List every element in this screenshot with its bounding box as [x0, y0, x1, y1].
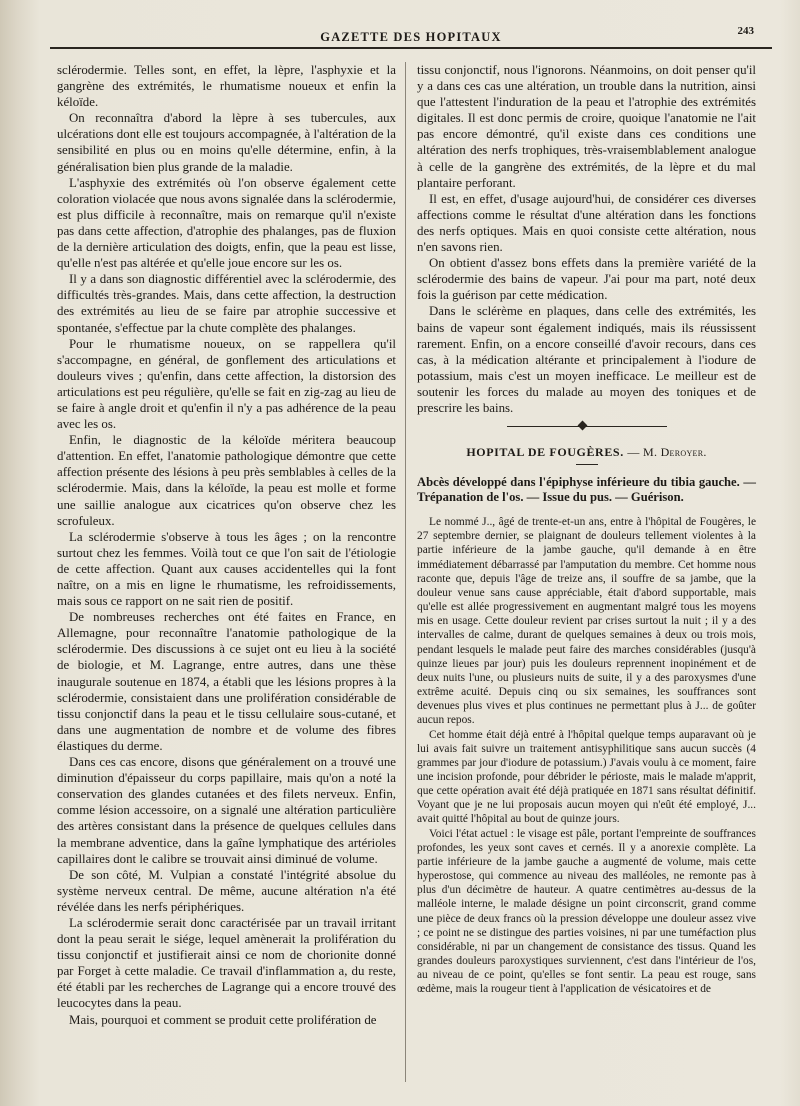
ornament-diamond — [577, 421, 587, 431]
paragraph: Pour le rhumatisme noueux, on se rappellera qu'il s'accompagne, en général, de gonflement des articulations et douleurs vives ; qu'enfin, dans cette affection, la distorsion des articulations est peu régulière, qu'elle se fait en zig-zag au lieu de se faire à angle droit et qu'enfin il n'y a pas adhérence de la peau avec les os. — [57, 336, 396, 432]
paragraph: On reconnaîtra d'abord la lèpre à ses tubercules, aux ulcérations dont elle est toujours accompagnée, à l'altération de la sensibilité en plus ou en moins qu'elle détermine, enfin, à la généralisation bien plus grande de la maladie. — [57, 111, 396, 174]
newspaper-title: GAZETTE DES HOPITAUX — [320, 30, 502, 44]
paragraph: De nombreuses recherches ont été faites en France, en Allemagne, pour reconnaître l'anatomie pathologique de la sclérodermie. Des discussions à ce sujet ont eu lieu à la société de biologie, et M. Lagrange, entre autres, dans une thèse inaugurale soutenue en 1874, a établi que les lésions propres à la sclérodermie, consistaient dans une prolifération considérable de tissu conjonctif dans la peau et le tissu cellulaire sous-cutané, et dans une augmentation de nombre et de volume des fibres élastiques du derme. — [57, 610, 396, 753]
paragraph: La sclérodermie s'observe à tous les âges ; on la rencontre surtout chez les femmes. Voilà tout ce que l'on sait de l'étiologie de cette affection. Quant aux causes accidentelles qui la font naître, on a mis en ligne le rhumatisme, les refroidissements, mais sous ce rapport on ne sait rien de positif. — [57, 529, 396, 609]
paragraph: Il y a dans son diagnostic différentiel avec la sclérodermie, des difficultés très-grandes. Mais, dans cette affection, la destruction des extrémités au lieu de se faire par atrophie successive et spontanée, s'effectue par la chute complète des phalanges. — [57, 272, 396, 335]
right-column — [417, 62, 756, 996]
page-header — [50, 20, 772, 50]
paragraph: tissu conjonctif, nous l'ignorons. Néanmoins, on doit penser qu'il y a dans ces cas une altération, un trouble dans la nutrition, ainsi que l'attestent l'induration de la peau et l'atrophie des extrémités digitales. Il est donc permis de croire, quoique l'anatomie ne l'ait pas encore démontré, qu'il existe dans ces conditions une altération des nerfs trophiques, très-vraisemblablement analogue à celle de la gangrène des extrémités, de la lèpre et du mal plantaire perforant. — [417, 63, 756, 190]
paragraph: On obtient d'assez bons effets dans la première variété de la sclérodermie des bains de vapeur. J'ai pour ma part, noté deux fois la guérison par cette médication. — [417, 256, 756, 303]
paragraph: Cet homme était déjà entré à l'hôpital quelque temps auparavant où je lui avais fait suivre un traitement antisyphilitique sans aucun succès (4 grammes par jour d'iodure de potassium.) J'avais voulu à ce moment, faire une incision profonde, pour débrider le périoste, mais le malade m'apprit, que cette opération avait été déjà pratiquée en 1871 sans résultat définitif. Voyant que je ne lui proposais aucun moyen qui n'eût été employé, J... avait quitté l'hôpital au bout de quinze jours. — [417, 728, 756, 826]
paragraph: Mais, pourquoi et comment se produit cette prolifération de — [69, 1012, 377, 1027]
section-ornament — [507, 422, 667, 432]
section-title: HOPITAL DE FOUGÈRES. — [466, 445, 624, 460]
paragraph: Enfin, le diagnostic de la kéloïde méritera beaucoup d'attention. En effet, l'anatomie pathologique démontre que cette affection présente des lésions à peu près semblables à celles de la sclérodermie. Mais, dans la kéloïde, la peau est molle et forme une saillie analogue aux cicatrices qu'on observe chez les scrofuleux. — [57, 433, 396, 528]
paragraph: Il est, en effet, d'usage aujourd'hui, de considérer ces diverses affections comme le résultat d'une altération dans les fonctions des nerfs optiques. Mais en quoi consiste cette altération, nous n'en savons rien. — [417, 191, 756, 255]
paragraph: Dans ces cas encore, disons que généralement on a trouvé une diminution d'épaisseur du corps papillaire, mais qu'on a noté la conservation des glandes cutanées et des filets nerveux. Enfin, comme lésion accessoire, on a signalé une altération particulière des artères consistant dans la présence de quelques cellules dans la membrane adventice, dans la gaîne lymphatique des artérioles capillaires dont le calibre se trouvait ainsi diminué de volume. — [57, 755, 396, 866]
short-rule — [576, 464, 598, 465]
case-body — [417, 515, 756, 996]
paragraph: L'asphyxie des extrémités où l'on observe également cette coloration violacée que nous avons signalée dans la sclérodermie, est plus difficile à reconnaître, mais on remarque qu'il n'existe pas dans cette affection, d'atrophie des phalanges, pas de fluxion de la dernière articulation des doigts, enfin, que la peau est lisse, qu'elle n'est pas altérée et qu'elle joue encore sur les os. — [57, 175, 396, 271]
left-column — [57, 62, 396, 1028]
paragraph: Dans le sclérème en plaques, dans celle des extrémités, les bains de vapeur sont également indiqués, mais ils réussissent rarement. Enfin, on a encore conseillé d'avoir recours, dans ces cas, à la médication altérante et principalement à l'iodure de potassium, mais c'est un moyen inefficace. Le meilleur est de soutenir les forces du malade au moyen des toniques et de prescrire les bains. — [417, 304, 756, 415]
paragraph: De son côté, M. Vulpian a constaté l'intégrité absolue du système nerveux central. De même, aucune altération n'a été révélée dans les nerfs périphériques. — [57, 867, 396, 914]
header-rule — [50, 47, 772, 49]
paragraph: sclérodermie. Telles sont, en effet, la lèpre, l'asphyxie et la gangrène des extrémités, le rhumatisme noueux et enfin la kéloïde. — [57, 63, 396, 110]
section-author: — M. Deroyer. — [627, 445, 707, 460]
section-heading — [417, 444, 756, 460]
paragraph: Voici l'état actuel : le visage est pâle, portant l'empreinte de souffrances profondes, les yeux sont caves et cernés. Il y a anorexie complète. La partie inférieure de la jambe gauche a augmenté de volume, mais cette hyperostose, qui commence au niveau des malléoles, ne remonte pas à plus d'un décimètre de hauteur. A quatre centimètres au-dessus de la malléole interne, le malade désigne un point circonscrit, grand comme une pièce de deux francs où la pression développe une douleur assez vive ; ce point ne se distingue des parties voisines, ni par une tuméfaction plus considérable, ni par un changement de consistance des tissus. Quand les grandes douleurs paroxystiques surviennent, c'est dans l'intérieur de l'os, au niveau de ce point, qu'elles se font sentir. La peau est rouge, sans œdème, mais la rougeur tient à l'application de vésicatoires et de — [417, 827, 756, 996]
case-title: Abcès développé dans l'épiphyse inférieure du tibia gauche. — Trépanation de l'os. — Issue du pus. — Guérison. — [417, 475, 756, 505]
column-divider — [405, 62, 406, 1082]
page-number: 243 — [737, 25, 754, 37]
paragraph: La sclérodermie serait donc caractérisée par un travail irritant dont la peau serait le siége, lequel amènerait la prolifération du tissu conjonctif et justifierait ainsi ce nom de chorionite donné par Forget à cette maladie. Ce travail d'inflammation a, du reste, été établi par les recherches de Lagrange qui a encore trouvé des leucocytes dans la peau. — [57, 915, 396, 1011]
paragraph: Le nommé J.., âgé de trente-et-un ans, entre à l'hôpital de Fougères, le 27 septembre dernier, se plaignant de douleurs tellement violentes à la partie inférieure de la jambe gauche, qu'il demande à en être immédiatement débarrassé par l'amputation du membre. Cet homme nous raconte que, depuis l'âge de treize ans, il souffre de sa jambe, que la douleur venue sans cause appréciable, était d'abord supportable, mais qu'elle est allée progressivement en augmentant malgré tous les moyens mis en usage. Cette douleur revient par crises surtout la nuit ; il y a des intervalles de calme, durant de quelques semaines à deux ou trois mois, pendant lesquels le malade peut faire des marches considérables (jusqu'à quinze lieues par jour) puis les douleurs reprennent inopinément et de deux nuits l'une, ou plusieurs nuits de suite, il y a des paroxysmes d'une extrême acuité. Depuis cinq ou six semaines, les souffrances sont devenues plus vives et plus continues ne permettant plus à J... de goûter aucun repos. — [417, 516, 756, 727]
